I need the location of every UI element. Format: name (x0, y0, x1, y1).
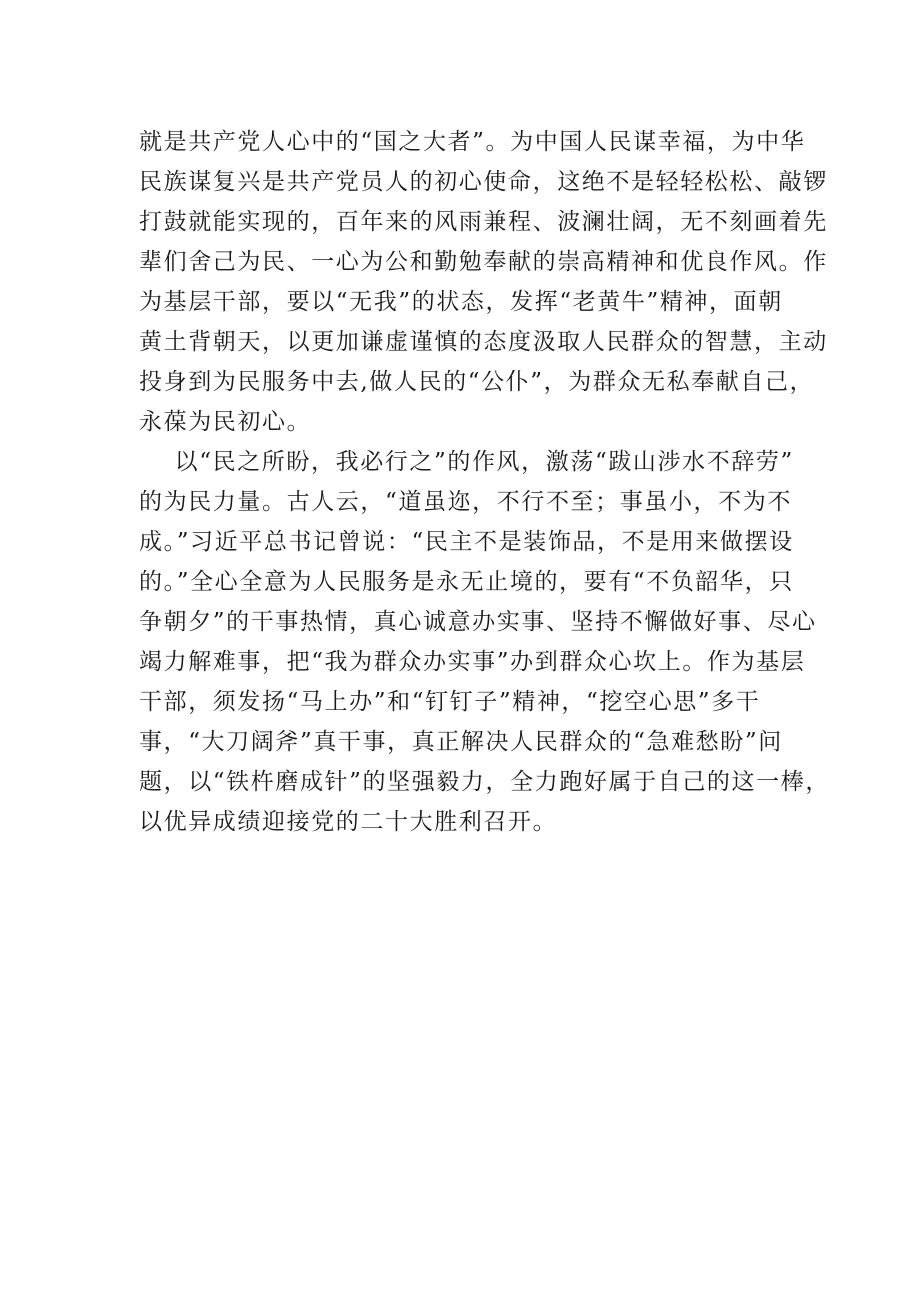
text-line: 的。”全心全意为人民服务是永无止境的，要有“不负韶华，只 (139, 569, 794, 595)
text-line: 就是共产党人心中的“国之大者”。为中国人民谋幸福，为中华 (139, 129, 806, 155)
body-text (139, 122, 830, 842)
text-line: 成。”习近平总书记曾说：“民主不是装饰品，不是用来做摆设 (139, 529, 794, 555)
text-line: 永葆为民初心。 (139, 409, 312, 435)
text-line: 题，以“铁杵磨成针”的坚强毅力，全力跑好属于自己的这一棒， (139, 769, 830, 795)
text-line: 事，“大刀阔斧”真干事，真正解决人民群众的“急难愁盼”问 (139, 729, 783, 755)
text-line: 争朝夕”的干事热情，真心诚意办实事、坚持不懈做好事、尽心 (139, 609, 817, 635)
text-line: 打鼓就能实现的，百年来的风雨兼程、波澜壮阔，无不刻画着先 (139, 209, 828, 235)
text-line: 为基层干部，要以“无我”的状态，发挥“老黄牛”精神，面朝 (139, 289, 783, 315)
text-line: 民族谋复兴是共产党员人的初心使命，这绝不是轻轻松松、敲锣 (139, 169, 828, 195)
text-line: 的为民力量。古人云，“道虽迩，不行不至；事虽小，不为不 (139, 489, 792, 515)
text-line: 辈们舍己为民、一心为公和勤勉奉献的崇高精神和优良作风。作 (139, 249, 828, 275)
text-line: 干部，须发扬“马上办”和“钉钉子”精神，“挖空心思”多干 (139, 689, 761, 715)
text-line: 投身到为民服务中去,做人民的“公仆”，为群众无私奉献自己， (139, 369, 815, 395)
text-line: 以“民之所盼，我必行之”的作风，激荡“跋山涉水不辞劳” (139, 449, 794, 475)
text-line: 以优异成绩迎接党的二十大胜利召开。 (139, 809, 558, 835)
text-line: 竭力解难事，把“我为群众办实事”办到群众心坎上。作为基层 (139, 649, 806, 675)
text-line: 黄土背朝天，以更加谦虚谨慎的态度汲取人民群众的智慧，主动 (139, 329, 828, 355)
